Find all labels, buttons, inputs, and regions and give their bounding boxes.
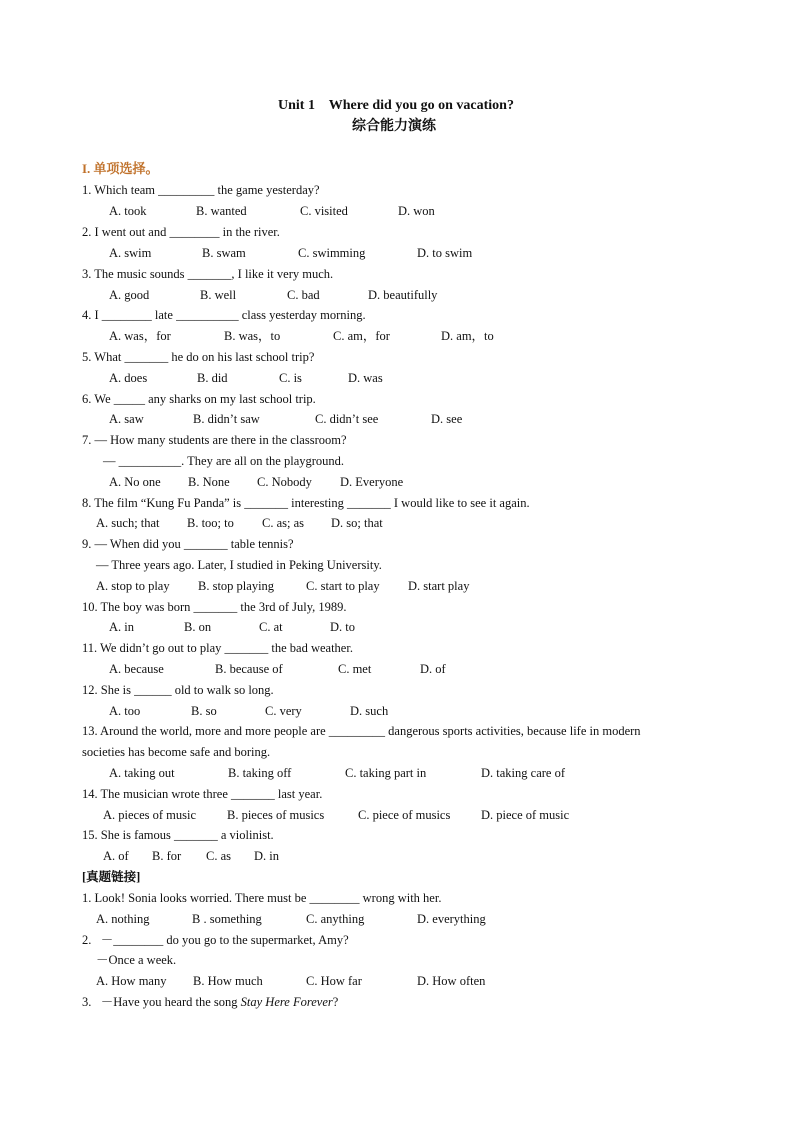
real-question-1: 1. Look! Sonia looks worried. There must be ________ wrong with her. xyxy=(82,891,442,905)
option: A. No one xyxy=(109,475,161,489)
option: A. of xyxy=(103,849,129,863)
option: D. start play xyxy=(408,579,470,593)
option: A. because xyxy=(109,662,164,676)
option: C. swimming xyxy=(298,246,366,260)
real-question-2: 2. －________ do you go to the supermarket, Amy? xyxy=(82,933,349,947)
option: B. wanted xyxy=(196,204,247,218)
option: B. for xyxy=(152,849,182,863)
option: D. am，to xyxy=(441,329,494,343)
option: C. How far xyxy=(306,974,362,988)
option: D. won xyxy=(398,204,435,218)
real-question-3 xyxy=(82,994,338,1010)
option: D. was xyxy=(348,371,383,385)
option: A. does xyxy=(109,371,148,385)
question-12: 12. She is ______ old to walk so long. xyxy=(82,683,274,697)
option: B . something xyxy=(192,912,262,926)
real-question-3-prefix: 3. －Have you heard the song xyxy=(82,995,241,1009)
option: A. How many xyxy=(96,974,167,988)
question-13: 13. Around the world, more and more people are _________ dangerous sports activities, because life in modern xyxy=(82,724,641,738)
option: A. such; that xyxy=(96,516,160,530)
option: C. didn’t see xyxy=(315,412,379,426)
page-title: Unit 1 Where did you go on vacation? xyxy=(278,98,514,113)
option: D. to xyxy=(330,620,355,634)
option: D. everything xyxy=(417,912,486,926)
option: C. as; as xyxy=(262,516,305,530)
option: B. on xyxy=(184,620,212,634)
option: B. How much xyxy=(193,974,263,988)
option: B. taking off xyxy=(228,766,292,780)
option: A. too xyxy=(109,704,141,718)
option: A. swim xyxy=(109,246,152,260)
option: B. because of xyxy=(215,662,283,676)
option: C. Nobody xyxy=(257,475,312,489)
option: D. to swim xyxy=(417,246,473,260)
option: C. start to play xyxy=(306,579,380,593)
option: B. swam xyxy=(202,246,246,260)
option: B. None xyxy=(188,475,230,489)
option: A. pieces of music xyxy=(103,808,197,822)
option: D. of xyxy=(420,662,446,676)
option: C. bad xyxy=(287,288,320,302)
song-title: Stay Here Forever xyxy=(240,995,333,1009)
option: B. did xyxy=(197,371,228,385)
question-7: 7. — How many students are there in the classroom? xyxy=(82,433,347,447)
question-14: 14. The musician wrote three _______ last year. xyxy=(82,787,323,801)
option: B. was，to xyxy=(224,329,281,343)
option: D. so; that xyxy=(331,516,383,530)
option: A. stop to play xyxy=(96,579,170,593)
option: B. pieces of musics xyxy=(227,808,325,822)
question-4: 4. I ________ late __________ class yesterday morning. xyxy=(82,308,366,322)
question-13-cont: societies has become safe and boring. xyxy=(82,745,271,759)
option: A. good xyxy=(109,288,150,302)
question-8: 8. The film “Kung Fu Panda” is _______ interesting _______ I would like to see it again. xyxy=(82,496,530,510)
question-2: 2. I went out and ________ in the river. xyxy=(82,225,280,239)
option: A. taking out xyxy=(109,766,175,780)
question-7-response: — __________. They are all on the playground. xyxy=(103,454,345,468)
option: C. visited xyxy=(300,204,348,218)
option: A. took xyxy=(109,204,147,218)
option: D. beautifully xyxy=(368,288,438,302)
option: B. so xyxy=(191,704,217,718)
question-11: 11. We didn’t go out to play _______ the bad weather. xyxy=(82,641,353,655)
page-subtitle: 综合能力演练 xyxy=(352,119,436,134)
option: C. piece of musics xyxy=(358,808,451,822)
option: C. very xyxy=(265,704,302,718)
option: C. am，for xyxy=(333,329,390,343)
option: D. piece of music xyxy=(481,808,570,822)
question-3: 3. The music sounds _______, I like it very much. xyxy=(82,267,334,281)
option: A. saw xyxy=(109,412,144,426)
question-10: 10. The boy was born _______ the 3rd of July, 1989. xyxy=(82,600,347,614)
option: D. such xyxy=(350,704,389,718)
option: B. too; to xyxy=(187,516,234,530)
option: C. met xyxy=(338,662,372,676)
real-question-3-suffix: ? xyxy=(332,995,339,1009)
option: D. Everyone xyxy=(340,475,404,489)
question-1: 1. Which team _________ the game yesterday? xyxy=(82,183,320,197)
question-5: 5. What _______ he do on his last school trip? xyxy=(82,350,315,364)
question-9-response: — Three years ago. Later, I studied in Peking University. xyxy=(96,558,382,572)
option: C. as xyxy=(206,849,231,863)
option: D. see xyxy=(431,412,463,426)
section-heading: I. 单项选择。 xyxy=(82,161,159,176)
option: D. in xyxy=(254,849,279,863)
real-question-2-response: －Once a week. xyxy=(96,953,177,967)
option: C. taking part in xyxy=(345,766,427,780)
option: C. is xyxy=(279,371,302,385)
option: C. at xyxy=(259,620,283,634)
option: C. anything xyxy=(306,912,365,926)
option: B. didn’t saw xyxy=(193,412,260,426)
question-6: 6. We _____ any sharks on my last school trip. xyxy=(82,392,316,406)
section-heading: [真题链接] xyxy=(82,870,141,884)
option: A. nothing xyxy=(96,912,150,926)
option: A. was，for xyxy=(109,329,171,343)
option: A. in xyxy=(109,620,134,634)
option: D. taking care of xyxy=(481,766,565,780)
question-15: 15. She is famous _______ a violinist. xyxy=(82,828,274,842)
question-9: 9. — When did you _______ table tennis? xyxy=(82,537,294,551)
option: B. well xyxy=(200,288,237,302)
option: B. stop playing xyxy=(198,579,275,593)
option: D. How often xyxy=(417,974,486,988)
